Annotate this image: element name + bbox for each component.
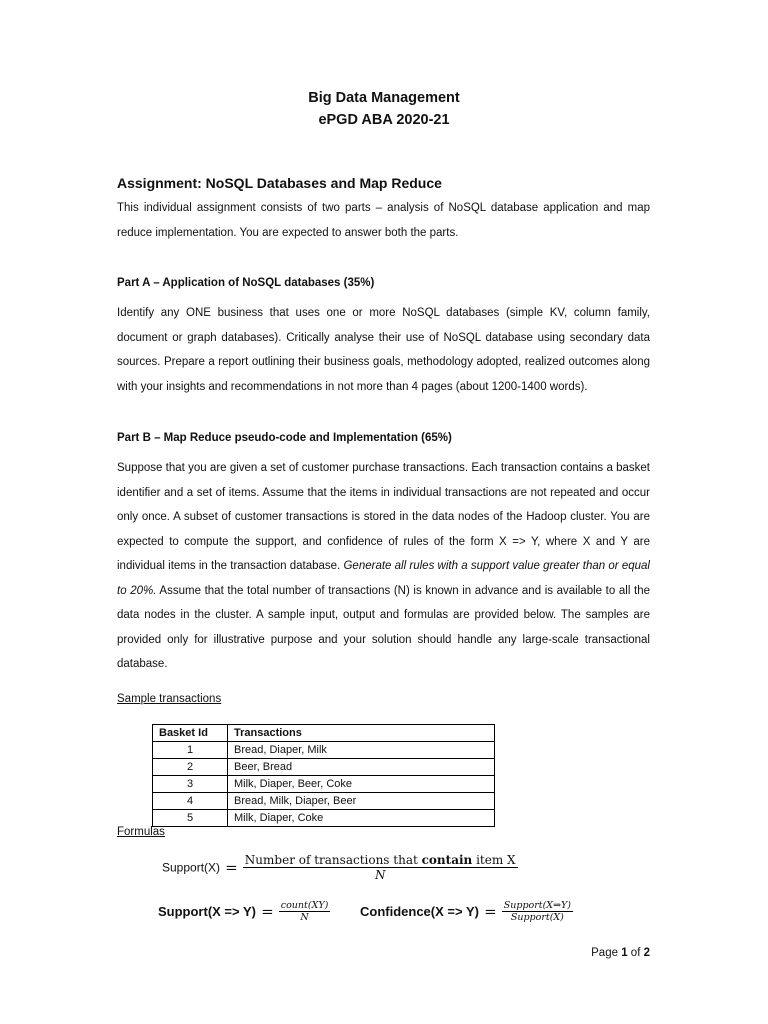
page-total: 2 [643, 947, 650, 959]
assignment-heading: Assignment: NoSQL Databases and Map Reduce [117, 175, 442, 191]
table-header-row [153, 725, 495, 742]
page-word: Page [591, 947, 622, 959]
sample-transactions-label: Sample transactions [117, 693, 222, 705]
document-title: Big Data Management [308, 90, 460, 106]
table-row [153, 742, 495, 759]
part-a-heading: Part A – Application of NoSQL databases (35%) [117, 277, 375, 289]
support-x-numerator-pre: Number of transactions that [244, 853, 422, 867]
confidence-denominator: Support(X) [510, 912, 564, 923]
support-x-numerator-bold: contain [421, 853, 473, 867]
transaction-items-cell: Bread, Diaper, Milk [228, 742, 495, 759]
support-xy-equals: = [261, 902, 274, 921]
transactions-table [152, 724, 495, 827]
confidence-fraction [502, 900, 573, 923]
support-xy-numerator: count(XY) [280, 900, 329, 911]
confidence-lhs-text: Confidence(X => Y) [360, 904, 479, 919]
basket-id-cell: 3 [153, 776, 228, 793]
support-x-equals: = [225, 858, 238, 877]
table-row [153, 776, 495, 793]
support-xy-formula [158, 900, 330, 923]
transaction-items-cell: Milk, Diaper, Beer, Coke [228, 776, 495, 793]
page-current: 1 [621, 947, 628, 959]
formulas-label: Formulas [117, 826, 165, 838]
support-x-denominator: N [374, 868, 386, 882]
basket-id-cell: 5 [153, 810, 228, 827]
of-word: of [627, 947, 644, 959]
basket-id-cell: 2 [153, 759, 228, 776]
support-x-fraction [243, 853, 518, 882]
transaction-items-cell: Milk, Diaper, Coke [228, 810, 495, 827]
support-xy-lhs: Support(X => Y) [158, 904, 256, 919]
part-b-body [117, 456, 650, 677]
confidence-numerator: Support(X⇒Y) [503, 900, 572, 911]
support-x-formula [162, 853, 518, 882]
table-row [153, 759, 495, 776]
support-xy-fraction [279, 900, 331, 923]
part-b-body-text-2: Assume that the total number of transactions (N) is known in advance and is available to all the data nodes in the cluster. A sample input, output and formulas are provided below. The samples are provided only for illustrative purpose and your solution should handle any large-scale transactional database. [117, 584, 650, 670]
part-b-body-italic: Generate all rules with a support value greater than or equal to 20%. [117, 560, 650, 597]
table-row [153, 810, 495, 827]
support-x-numerator-post: item X [472, 853, 516, 867]
confidence-lhs [360, 904, 479, 919]
transaction-items-cell: Bread, Milk, Diaper, Beer [228, 793, 495, 810]
part-a-body: Identify any ONE business that uses one or more NoSQL databases (simple KV, column family, document or graph databases). Critically analyse their use of NoSQL database using secondary data sources. Prepare a report outlining their business goals, methodology adopted, realized outcomes along with your insights and recommendations in not more than 4 pages (about 1200-1400 words). [117, 307, 650, 393]
column-header-basket-id: Basket Id [153, 725, 228, 742]
part-b-heading: Part B – Map Reduce pseudo-code and Implementation (65%) [117, 432, 452, 444]
assignment-intro: This individual assignment consists of two parts – analysis of NoSQL database application and map reduce implementation. You are expected to answer both the parts. [117, 202, 650, 239]
confidence-formula [360, 900, 573, 923]
confidence-equals: = [484, 902, 497, 921]
part-b-body-text-1: Suppose that you are given a set of customer purchase transactions. Each transaction contains a basket identifier and a set of items. Assume that the items in individual transactions are not repeated and occur only once. A subset of customer transactions is stored in the data nodes of the Hadoop cluster. You are expected to compute the support, and confidence of rules of the form X => Y, where X and Y are individual items in the transaction database. [117, 462, 650, 572]
support-xy-denominator: N [300, 912, 309, 923]
basket-id-cell: 1 [153, 742, 228, 759]
support-x-numerator [243, 853, 518, 868]
document-subtitle: ePGD ABA 2020-21 [318, 112, 450, 128]
table-row [153, 793, 495, 810]
support-x-lhs: Support(X) [162, 860, 221, 875]
column-header-transactions: Transactions [228, 725, 495, 742]
page-number [591, 947, 650, 959]
transaction-items-cell: Beer, Bread [228, 759, 495, 776]
basket-id-cell: 4 [153, 793, 228, 810]
